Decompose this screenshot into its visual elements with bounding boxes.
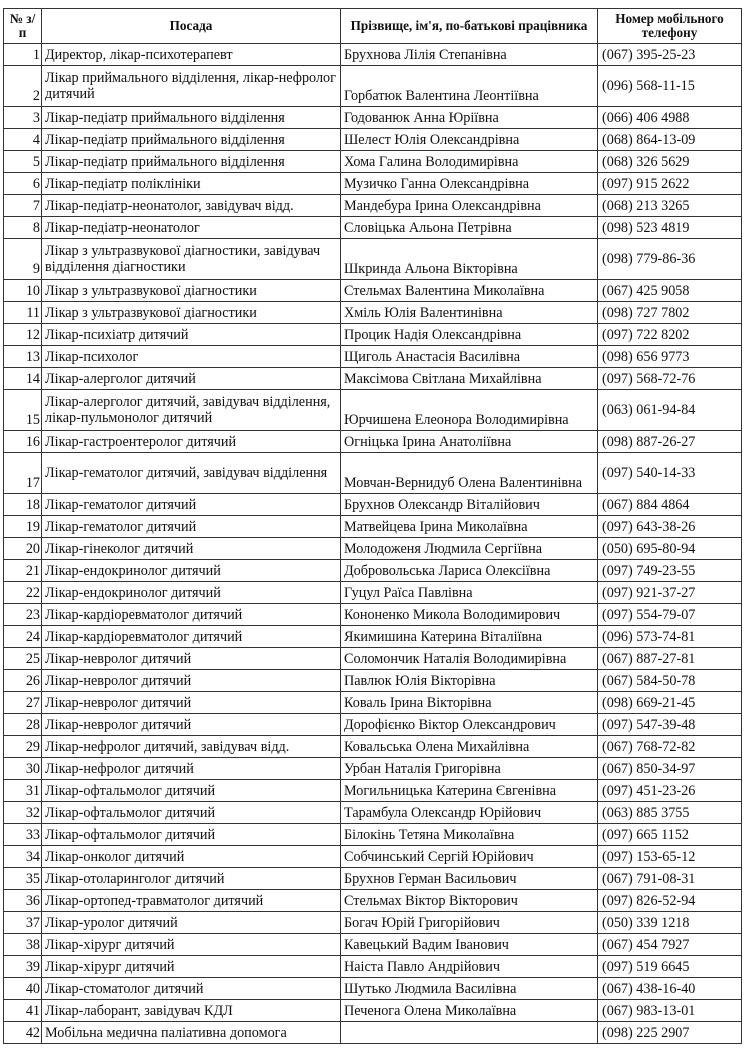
row-employee-name: Стельмах Віктор Вікторович — [341, 890, 598, 912]
table-row — [4, 151, 742, 173]
row-number: 16 — [4, 431, 42, 453]
row-position: Директор, лікар-психотерапевт — [42, 44, 341, 66]
row-position: Лікар-педіатр приймального відділення — [42, 129, 341, 151]
row-phone: (098) 669-21-45 — [598, 692, 742, 714]
table-row — [4, 1022, 742, 1044]
row-position: Лікар-невролог дитячий — [42, 692, 341, 714]
row-employee-name: Шелест Юлія Олександрівна — [341, 129, 598, 151]
table-row — [4, 107, 742, 129]
row-position: Лікар з ультразвукової діагностики, завідувач відділення діагностики — [42, 239, 341, 280]
row-phone: (098) 727 7802 — [598, 302, 742, 324]
row-phone: (067) 454 7927 — [598, 934, 742, 956]
header-phone: Номер мобільного телефону — [598, 9, 742, 44]
row-phone: (097) 547-39-48 — [598, 714, 742, 736]
row-employee-name: Процик Надія Олександрівна — [341, 324, 598, 346]
row-position: Лікар-гематолог дитячий — [42, 516, 341, 538]
row-position: Лікар-ортопед-травматолог дитячий — [42, 890, 341, 912]
row-number: 38 — [4, 934, 42, 956]
table-row — [4, 824, 742, 846]
row-position: Лікар-офтальмолог дитячий — [42, 802, 341, 824]
row-phone: (067) 850-34-97 — [598, 758, 742, 780]
row-position: Лікар-ендокринолог дитячий — [42, 560, 341, 582]
row-employee-name: Мандебура Ірина Олександрівна — [341, 195, 598, 217]
row-number: 6 — [4, 173, 42, 195]
row-number: 9 — [4, 239, 42, 280]
row-position: Лікар-лаборант, завідувач КДЛ — [42, 1000, 341, 1022]
row-position: Лікар приймального відділення, лікар-нефролог дитячий — [42, 66, 341, 107]
table-row — [4, 846, 742, 868]
row-phone: (097) 554-79-07 — [598, 604, 742, 626]
row-number: 17 — [4, 453, 42, 494]
row-employee-name: Урбан Наталія Григорівна — [341, 758, 598, 780]
table-row — [4, 956, 742, 978]
row-position: Лікар-гематолог дитячий — [42, 494, 341, 516]
row-position: Лікар-нефролог дитячий, завідувач відд. — [42, 736, 341, 758]
table-row — [4, 670, 742, 692]
table-header-row — [4, 9, 742, 44]
row-employee-name: Тарамбула Олександр Юрійович — [341, 802, 598, 824]
row-employee-name: Наіста Павло Андрійович — [341, 956, 598, 978]
row-number: 25 — [4, 648, 42, 670]
row-number: 37 — [4, 912, 42, 934]
row-number: 24 — [4, 626, 42, 648]
row-phone: (067) 884 4864 — [598, 494, 742, 516]
row-number: 11 — [4, 302, 42, 324]
row-number: 14 — [4, 368, 42, 390]
table-row — [4, 868, 742, 890]
row-phone: (067) 438-16-40 — [598, 978, 742, 1000]
row-employee-name: Кононенко Микола Володимирович — [341, 604, 598, 626]
row-employee-name: Печенога Олена Миколаївна — [341, 1000, 598, 1022]
row-number: 21 — [4, 560, 42, 582]
row-phone: (068) 326 5629 — [598, 151, 742, 173]
table-row — [4, 648, 742, 670]
row-phone: (067) 395-25-23 — [598, 44, 742, 66]
row-position: Лікар-психолог — [42, 346, 341, 368]
row-number: 35 — [4, 868, 42, 890]
row-number: 20 — [4, 538, 42, 560]
row-employee-name: Павлюк Юлія Вікторівна — [341, 670, 598, 692]
row-position: Лікар-педіатр приймального відділення — [42, 107, 341, 129]
row-number: 32 — [4, 802, 42, 824]
row-number: 5 — [4, 151, 42, 173]
table-row — [4, 560, 742, 582]
row-employee-name: Дорофієнко Віктор Олександрович — [341, 714, 598, 736]
row-employee-name: Якимишина Катерина Віталіївна — [341, 626, 598, 648]
row-employee-name: Молодоженя Людмила Сергіївна — [341, 538, 598, 560]
row-position: Лікар-кардіоревматолог дитячий — [42, 604, 341, 626]
row-employee-name: Щиголь Анастасія Василівна — [341, 346, 598, 368]
row-phone: (068) 864-13-09 — [598, 129, 742, 151]
row-phone: (097) 451-23-26 — [598, 780, 742, 802]
row-position: Лікар-гастроентеролог дитячий — [42, 431, 341, 453]
row-position: Лікар-педіатр-неонатолог — [42, 217, 341, 239]
row-employee-name: Хома Галина Володимирівна — [341, 151, 598, 173]
row-number: 34 — [4, 846, 42, 868]
row-number: 30 — [4, 758, 42, 780]
row-number: 29 — [4, 736, 42, 758]
row-phone: (097) 665 1152 — [598, 824, 742, 846]
table-row — [4, 239, 742, 280]
table-row — [4, 173, 742, 195]
table-row — [4, 978, 742, 1000]
row-employee-name: Брухнов Олександр Віталійович — [341, 494, 598, 516]
table-row — [4, 280, 742, 302]
row-employee-name: Гуцул Раїса Павлівна — [341, 582, 598, 604]
row-phone: (067) 425 9058 — [598, 280, 742, 302]
row-number: 23 — [4, 604, 42, 626]
row-number: 27 — [4, 692, 42, 714]
row-number: 3 — [4, 107, 42, 129]
table-row — [4, 780, 742, 802]
row-position: Лікар-стоматолог дитячий — [42, 978, 341, 1000]
header-name: Прізвище, ім'я, по-батькові працівника — [341, 9, 598, 44]
row-phone: (097) 749-23-55 — [598, 560, 742, 582]
row-phone: (063) 061-94-84 — [598, 390, 742, 431]
row-number: 42 — [4, 1022, 42, 1044]
table-row — [4, 582, 742, 604]
row-position: Лікар з ультразвукової діагностики — [42, 280, 341, 302]
row-number: 1 — [4, 44, 42, 66]
row-position: Лікар-психіатр дитячий — [42, 324, 341, 346]
row-position: Лікар-гінеколог дитячий — [42, 538, 341, 560]
row-position: Лікар-хірург дитячий — [42, 934, 341, 956]
row-employee-name: Білокінь Тетяна Миколаївна — [341, 824, 598, 846]
row-phone: (098) 656 9773 — [598, 346, 742, 368]
row-position: Лікар-невролог дитячий — [42, 648, 341, 670]
row-phone: (067) 887-27-81 — [598, 648, 742, 670]
row-number: 18 — [4, 494, 42, 516]
row-phone: (096) 568-11-15 — [598, 66, 742, 107]
row-number: 41 — [4, 1000, 42, 1022]
row-position: Лікар-невролог дитячий — [42, 670, 341, 692]
table-row — [4, 934, 742, 956]
table-row — [4, 516, 742, 538]
row-position: Мобільна медична паліативна допомога — [42, 1022, 341, 1044]
table-row — [4, 692, 742, 714]
row-phone: (097) 826-52-94 — [598, 890, 742, 912]
row-employee-name: Добровольська Лариса Олексіївна — [341, 560, 598, 582]
row-phone: (097) 722 8202 — [598, 324, 742, 346]
row-employee-name: Собчинський Сергій Юрійович — [341, 846, 598, 868]
row-employee-name: Богач Юрій Григорійович — [341, 912, 598, 934]
row-position: Лікар-нефролог дитячий — [42, 758, 341, 780]
row-employee-name: Максімова Світлана Михайлівна — [341, 368, 598, 390]
row-employee-name: Могильницька Катерина Євгенівна — [341, 780, 598, 802]
table-row — [4, 390, 742, 431]
header-position: Посада — [42, 9, 341, 44]
row-phone: (067) 983-13-01 — [598, 1000, 742, 1022]
table-row — [4, 912, 742, 934]
row-phone: (096) 573-74-81 — [598, 626, 742, 648]
row-position: Лікар з ультразвукової діагностики — [42, 302, 341, 324]
row-phone: (097) 519 6645 — [598, 956, 742, 978]
row-number: 15 — [4, 390, 42, 431]
row-position: Лікар-невролог дитячий — [42, 714, 341, 736]
row-employee-name: Юрчишена Елеонора Володимирівна — [341, 390, 598, 431]
staff-table — [3, 8, 742, 1044]
row-number: 19 — [4, 516, 42, 538]
row-employee-name: Коваль Ірина Вікторівна — [341, 692, 598, 714]
row-number: 10 — [4, 280, 42, 302]
row-employee-name: Шкринда Альона Вікторівна — [341, 239, 598, 280]
row-phone: (068) 213 3265 — [598, 195, 742, 217]
row-position: Лікар-офтальмолог дитячий — [42, 780, 341, 802]
row-phone: (098) 225 2907 — [598, 1022, 742, 1044]
row-position: Лікар-гематолог дитячий, завідувач відділення — [42, 453, 341, 494]
row-number: 40 — [4, 978, 42, 1000]
row-position: Лікар-педіатр-неонатолог, завідувач відд. — [42, 195, 341, 217]
table-row — [4, 453, 742, 494]
table-row — [4, 324, 742, 346]
row-position: Лікар-алерголог дитячий, завідувач відділення, лікар-пульмонолог дитячий — [42, 390, 341, 431]
row-number: 33 — [4, 824, 42, 846]
table-row — [4, 538, 742, 560]
table-row — [4, 368, 742, 390]
header-num: № з/п — [4, 9, 42, 44]
table-row — [4, 44, 742, 66]
row-position: Лікар-алерголог дитячий — [42, 368, 341, 390]
row-position: Лікар-отоларинголог дитячий — [42, 868, 341, 890]
table-row — [4, 346, 742, 368]
table-row — [4, 802, 742, 824]
row-position: Лікар-уролог дитячий — [42, 912, 341, 934]
row-phone: (097) 915 2622 — [598, 173, 742, 195]
row-employee-name: Музичко Ганна Олександрівна — [341, 173, 598, 195]
row-phone: (050) 695-80-94 — [598, 538, 742, 560]
row-number: 4 — [4, 129, 42, 151]
table-row — [4, 217, 742, 239]
table-row — [4, 758, 742, 780]
row-employee-name: Ковальська Олена Михайлівна — [341, 736, 598, 758]
row-employee-name: Кавецький Вадим Іванович — [341, 934, 598, 956]
row-number: 12 — [4, 324, 42, 346]
table-row — [4, 195, 742, 217]
row-employee-name: Брухнов Герман Васильович — [341, 868, 598, 890]
row-position: Лікар-онколог дитячий — [42, 846, 341, 868]
table-row — [4, 714, 742, 736]
table-row — [4, 890, 742, 912]
row-employee-name: Матвейцева Ірина Миколаївна — [341, 516, 598, 538]
table-row — [4, 494, 742, 516]
row-number: 28 — [4, 714, 42, 736]
row-phone: (097) 643-38-26 — [598, 516, 742, 538]
row-number: 26 — [4, 670, 42, 692]
row-employee-name: Огніцька Ірина Анатоліївна — [341, 431, 598, 453]
row-employee-name: Брухнова Лілія Степанівна — [341, 44, 598, 66]
row-employee-name — [341, 1022, 598, 1044]
table-row — [4, 626, 742, 648]
row-phone: (097) 153-65-12 — [598, 846, 742, 868]
row-phone: (098) 779-86-36 — [598, 239, 742, 280]
row-phone: (097) 568-72-76 — [598, 368, 742, 390]
row-number: 22 — [4, 582, 42, 604]
row-employee-name: Мовчан-Вернидуб Олена Валентинівна — [341, 453, 598, 494]
table-row — [4, 66, 742, 107]
row-number: 7 — [4, 195, 42, 217]
table-row — [4, 1000, 742, 1022]
row-number: 31 — [4, 780, 42, 802]
row-phone: (063) 885 3755 — [598, 802, 742, 824]
row-phone: (066) 406 4988 — [598, 107, 742, 129]
row-position: Лікар-педіатр приймального відділення — [42, 151, 341, 173]
row-number: 36 — [4, 890, 42, 912]
row-employee-name: Стельмах Валентина Миколаївна — [341, 280, 598, 302]
row-phone: (050) 339 1218 — [598, 912, 742, 934]
table-row — [4, 129, 742, 151]
table-body — [4, 44, 742, 1044]
row-employee-name: Соломончик Наталія Володимирівна — [341, 648, 598, 670]
row-employee-name: Годованюк Анна Юріївна — [341, 107, 598, 129]
row-number: 13 — [4, 346, 42, 368]
row-position: Лікар-офтальмолог дитячий — [42, 824, 341, 846]
row-phone: (067) 584-50-78 — [598, 670, 742, 692]
row-employee-name: Горбатюк Валентина Леонтіївна — [341, 66, 598, 107]
row-phone: (067) 791-08-31 — [598, 868, 742, 890]
row-number: 39 — [4, 956, 42, 978]
table-row — [4, 431, 742, 453]
table-row — [4, 736, 742, 758]
row-position: Лікар-хірург дитячий — [42, 956, 341, 978]
row-phone: (067) 768-72-82 — [598, 736, 742, 758]
row-position: Лікар-ендокринолог дитячий — [42, 582, 341, 604]
table-row — [4, 302, 742, 324]
row-position: Лікар-кардіоревматолог дитячий — [42, 626, 341, 648]
row-phone: (098) 523 4819 — [598, 217, 742, 239]
table-row — [4, 604, 742, 626]
row-phone: (097) 540-14-33 — [598, 453, 742, 494]
row-number: 8 — [4, 217, 42, 239]
row-employee-name: Шутько Людмила Василівна — [341, 978, 598, 1000]
row-employee-name: Словіцька Альона Петрівна — [341, 217, 598, 239]
row-phone: (097) 921-37-27 — [598, 582, 742, 604]
row-employee-name: Хміль Юлія Валентинівна — [341, 302, 598, 324]
row-position: Лікар-педіатр поліклініки — [42, 173, 341, 195]
row-number: 2 — [4, 66, 42, 107]
row-phone: (098) 887-26-27 — [598, 431, 742, 453]
